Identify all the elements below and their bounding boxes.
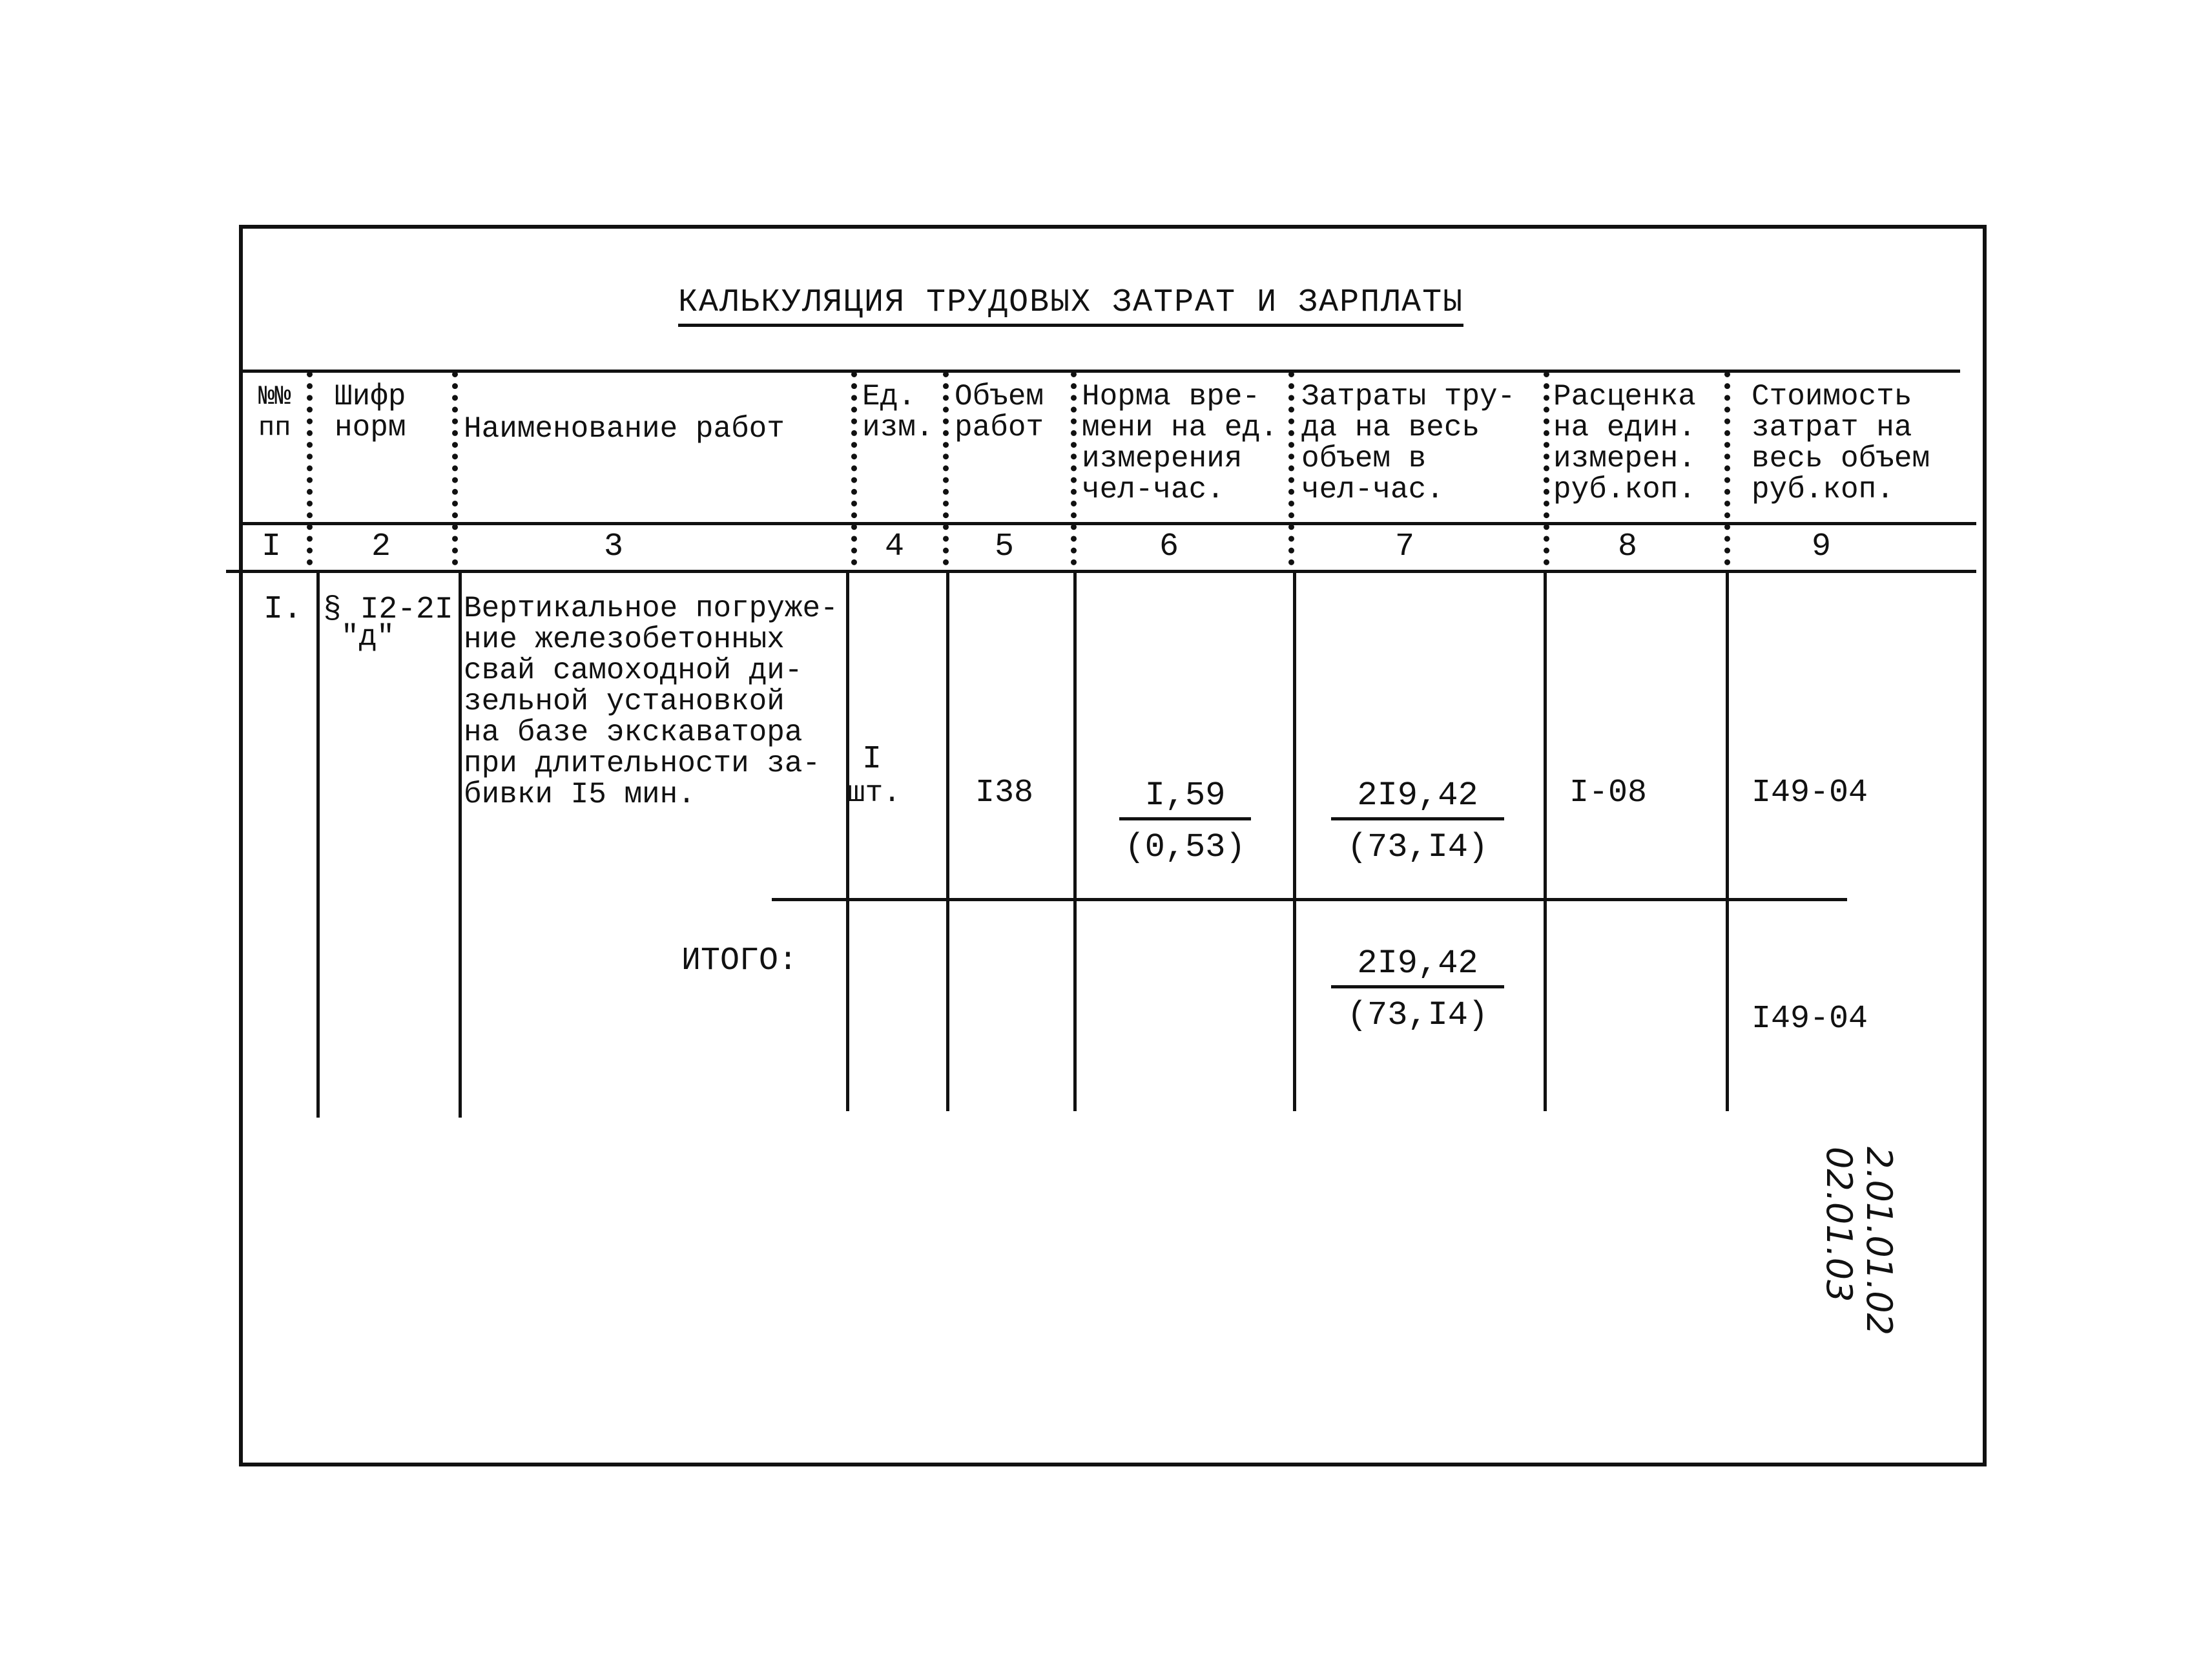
header-divider (1071, 371, 1077, 565)
header-divider (851, 371, 857, 565)
header-code: Шифр норм (335, 380, 406, 444)
side-code-line: 2.01.01.02 (1859, 1147, 1899, 1335)
column-number: 2 (371, 528, 391, 565)
side-document-code (1819, 1147, 1899, 1335)
row-description-line: при длительности за- (464, 747, 821, 780)
body-divider (1544, 572, 1547, 1111)
row-labor-alt: (73,I4) (1347, 828, 1489, 866)
header-divider (1724, 371, 1730, 565)
total-label: ИТОГО: (681, 943, 798, 979)
row-description-line: свай самоходной ди- (464, 654, 803, 687)
row-description-line: зельной установкой (464, 685, 785, 718)
column-number: I (261, 528, 281, 565)
total-cost: I49-04 (1752, 1001, 1868, 1038)
body-divider (316, 572, 320, 1118)
column-number: 5 (994, 528, 1014, 565)
row-labor-value: 2I9,42 (1331, 777, 1504, 820)
row-volume: I38 (975, 775, 1034, 811)
column-number: 7 (1394, 528, 1414, 565)
header-norm-time: Норма вре- мени на ед. измерения чел-час. (1082, 380, 1278, 506)
body-divider (459, 572, 462, 1118)
header-divider (1288, 371, 1294, 565)
body-divider (1726, 572, 1729, 1111)
row-unit: шт. (847, 777, 901, 810)
total-labor (1318, 944, 1518, 1034)
header-volume: Объем работ (955, 380, 1044, 444)
column-number: 6 (1159, 528, 1179, 565)
side-code-line: 02.01.03 (1819, 1147, 1859, 1302)
total-labor-value: 2I9,42 (1331, 944, 1504, 988)
row-description-line: Вертикальное погруже- (464, 592, 838, 625)
row-norm-time-alt: (0,53) (1124, 828, 1246, 866)
total-labor-alt: (73,I4) (1347, 996, 1489, 1034)
header-bottom-rule (239, 522, 1976, 525)
body-divider (1073, 572, 1077, 1111)
row-code-sub: "д" (341, 620, 395, 654)
row-unit-qty: I (862, 741, 882, 778)
row-cost: I49-04 (1752, 775, 1868, 811)
header-cost: Стоимость затрат на весь объем руб.коп. (1752, 380, 1930, 506)
header-divider (452, 371, 458, 565)
row-number: I. (264, 591, 303, 628)
colnum-bottom-rule (226, 570, 1976, 573)
header-divider (307, 371, 313, 565)
header-rate: Расценка на един. измерен. руб.коп. (1553, 380, 1696, 506)
row-description-line: на базе экскаватора (464, 716, 803, 749)
row-labor (1318, 777, 1518, 866)
header-work-name: Наименование работ (464, 412, 785, 446)
column-number: 9 (1811, 528, 1831, 565)
row-code: § I2-2I (323, 592, 453, 627)
column-number: 8 (1617, 528, 1637, 565)
row-norm-time (1098, 777, 1272, 866)
column-number: 3 (603, 528, 623, 565)
header-labor: Затраты тру- да на весь объем в чел-час. (1301, 380, 1516, 506)
total-separator-rule (772, 898, 1847, 901)
body-divider (946, 572, 949, 1111)
row-description-line: ние железобетонных (464, 623, 785, 656)
document-title: КАЛЬКУЛЯЦИЯ ТРУДОВЫХ ЗАТРАТ И ЗАРПЛАТЫ (678, 284, 1463, 327)
row-norm-time-value: I,59 (1119, 777, 1252, 820)
body-divider (1293, 572, 1296, 1111)
row-description-line: бивки I5 мин. (464, 778, 696, 811)
header-divider (943, 371, 949, 565)
header-num: №№ пп (258, 381, 291, 443)
header-top-rule (239, 370, 1960, 373)
column-number: 4 (884, 528, 904, 565)
header-divider (1544, 371, 1549, 565)
header-unit: Ед. изм. (862, 380, 934, 444)
row-description (464, 593, 851, 810)
row-rate: I-08 (1569, 775, 1648, 811)
